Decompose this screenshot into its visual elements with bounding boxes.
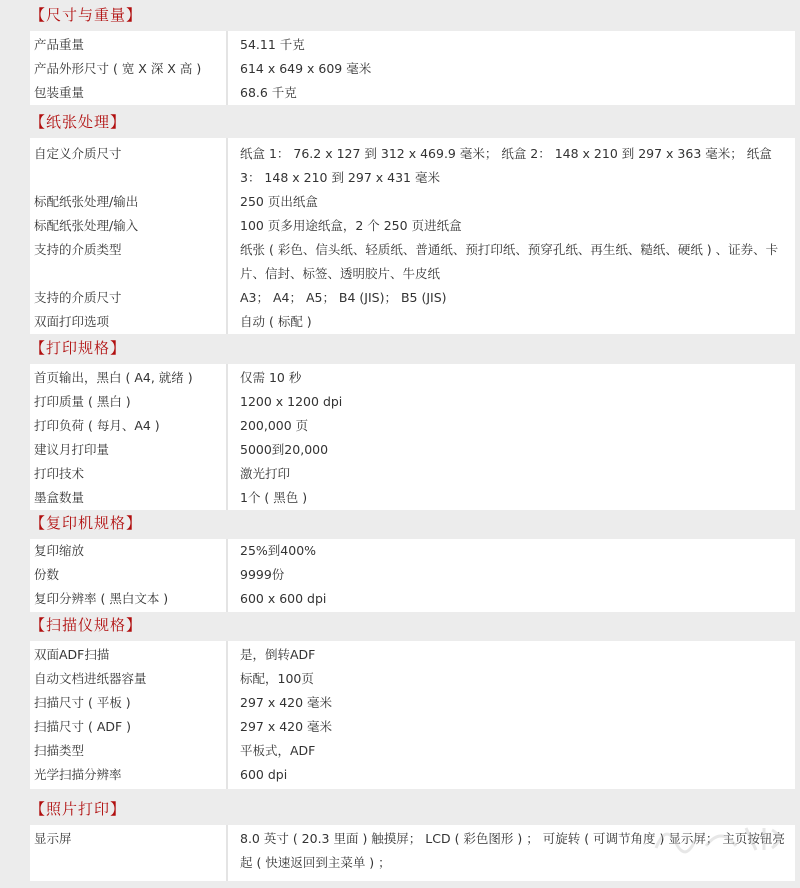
spec-value: A3； A4； A5； B4 (JIS)； B5 (JIS) — [240, 290, 447, 305]
spec-label: 双面ADF扫描 — [34, 647, 110, 662]
spec-value: 297 x 420 毫米 — [240, 695, 333, 710]
spec-label: 首页输出，黑白 ( A4, 就绪 ) — [34, 370, 193, 385]
spec-value: 54.11 千克 — [240, 37, 305, 52]
spec-label: 打印质量 ( 黑白 ) — [34, 394, 131, 409]
spec-label: 包装重量 — [34, 85, 85, 100]
section-title-size-weight: 【尺寸与重量】 — [30, 6, 143, 24]
spec-value: 100 页多用途纸盒，2 个 250 页进纸盒 — [240, 218, 462, 233]
spec-value: 600 x 600 dpi — [240, 591, 327, 606]
section-title-photo: 【照片打印】 — [30, 800, 127, 818]
section-title-copy: 【复印机规格】 — [30, 514, 143, 532]
spec-value: 614 x 649 x 609 毫米 — [240, 61, 372, 76]
spec-label: 扫描类型 — [34, 743, 85, 758]
spec-label: 扫描尺寸 ( ADF ) — [34, 719, 132, 734]
spec-value: 25%到400% — [240, 543, 317, 558]
spec-label: 建议月打印量 — [34, 442, 110, 457]
spec-value: 1200 x 1200 dpi — [240, 394, 343, 409]
spec-label: 墨盒数量 — [34, 490, 85, 505]
spec-value: 纸张 ( 彩色、信头纸、轻质纸、普通纸、预打印纸、预穿孔纸、再生纸、糙纸、硬纸 ) 、证券、卡片、信封、标签、透明胶片、牛皮纸 — [240, 242, 779, 281]
spec-label: 打印负荷 ( 每月、A4 ) — [34, 418, 160, 433]
spec-value: 1个 ( 黑色 ) — [240, 490, 308, 505]
spec-label: 产品外形尺寸 ( 宽 X 深 X 高 ) — [34, 61, 202, 76]
column-divider — [226, 31, 228, 105]
spec-value: 250 页出纸盒 — [240, 194, 318, 209]
column-divider — [226, 364, 228, 510]
spec-value: 68.6 千克 — [240, 85, 297, 100]
spec-value: 8.0 英寸 ( 20.3 里面 ) 触摸屏； LCD ( 彩色图形 ) ； 可旋转 ( 可调节角度 ) 显示屏； 主页按钮亮起 ( 快速返回到主菜单 ) ； — [240, 831, 785, 870]
section-body-paper — [30, 138, 795, 334]
section-body-copy — [30, 539, 795, 612]
spec-label: 产品重量 — [34, 37, 85, 52]
spec-label: 复印分辨率 ( 黑白文本 ) — [34, 591, 169, 606]
spec-value: 是，倒转ADF — [240, 647, 316, 662]
section-title-scan: 【扫描仪规格】 — [30, 616, 143, 634]
column-divider — [226, 641, 228, 789]
spec-value: 标配，100页 — [240, 671, 314, 686]
spec-label: 自动文档进纸器容量 — [34, 671, 147, 686]
section-body-size-weight — [30, 31, 795, 105]
spec-label: 支持的介质尺寸 — [34, 290, 122, 305]
column-divider — [226, 539, 228, 612]
spec-value: 297 x 420 毫米 — [240, 719, 333, 734]
spec-label: 复印缩放 — [34, 543, 85, 558]
spec-label: 标配纸张处理/输入 — [34, 218, 139, 233]
spec-value: 仅需 10 秒 — [240, 370, 302, 385]
column-divider — [226, 138, 228, 334]
spec-value: 纸盒 1： 76.2 x 127 到 312 x 469.9 毫米； 纸盒 2： 148 x 210 到 297 x 363 毫米； 纸盒 3： 148 x 210 到 297 x 431 毫米 — [240, 146, 772, 185]
spec-value: 5000到20,000 — [240, 442, 329, 457]
section-title-paper: 【纸张处理】 — [30, 113, 127, 131]
section-body-scan — [30, 641, 795, 789]
spec-label: 打印技术 — [34, 466, 85, 481]
spec-value: 9999份 — [240, 567, 285, 582]
spec-value: 自动 ( 标配 ) — [240, 314, 312, 329]
spec-label: 显示屏 — [34, 831, 72, 846]
spec-label: 双面打印选项 — [34, 314, 110, 329]
section-title-print: 【打印规格】 — [30, 339, 127, 357]
spec-value: 600 dpi — [240, 767, 288, 782]
spec-value: 平板式，ADF — [240, 743, 316, 758]
spec-label: 扫描尺寸 ( 平板 ) — [34, 695, 131, 710]
spec-label: 自定义介质尺寸 — [34, 146, 122, 161]
spec-value: 200,000 页 — [240, 418, 309, 433]
spec-label: 标配纸张处理/输出 — [34, 194, 139, 209]
spec-label: 支持的介质类型 — [34, 242, 122, 257]
section-body-print — [30, 364, 795, 510]
spec-label: 份数 — [34, 567, 60, 582]
column-divider — [226, 825, 228, 881]
watermark-icon — [646, 818, 796, 858]
spec-label: 光学扫描分辨率 — [34, 767, 122, 782]
spec-value: 激光打印 — [240, 466, 291, 481]
